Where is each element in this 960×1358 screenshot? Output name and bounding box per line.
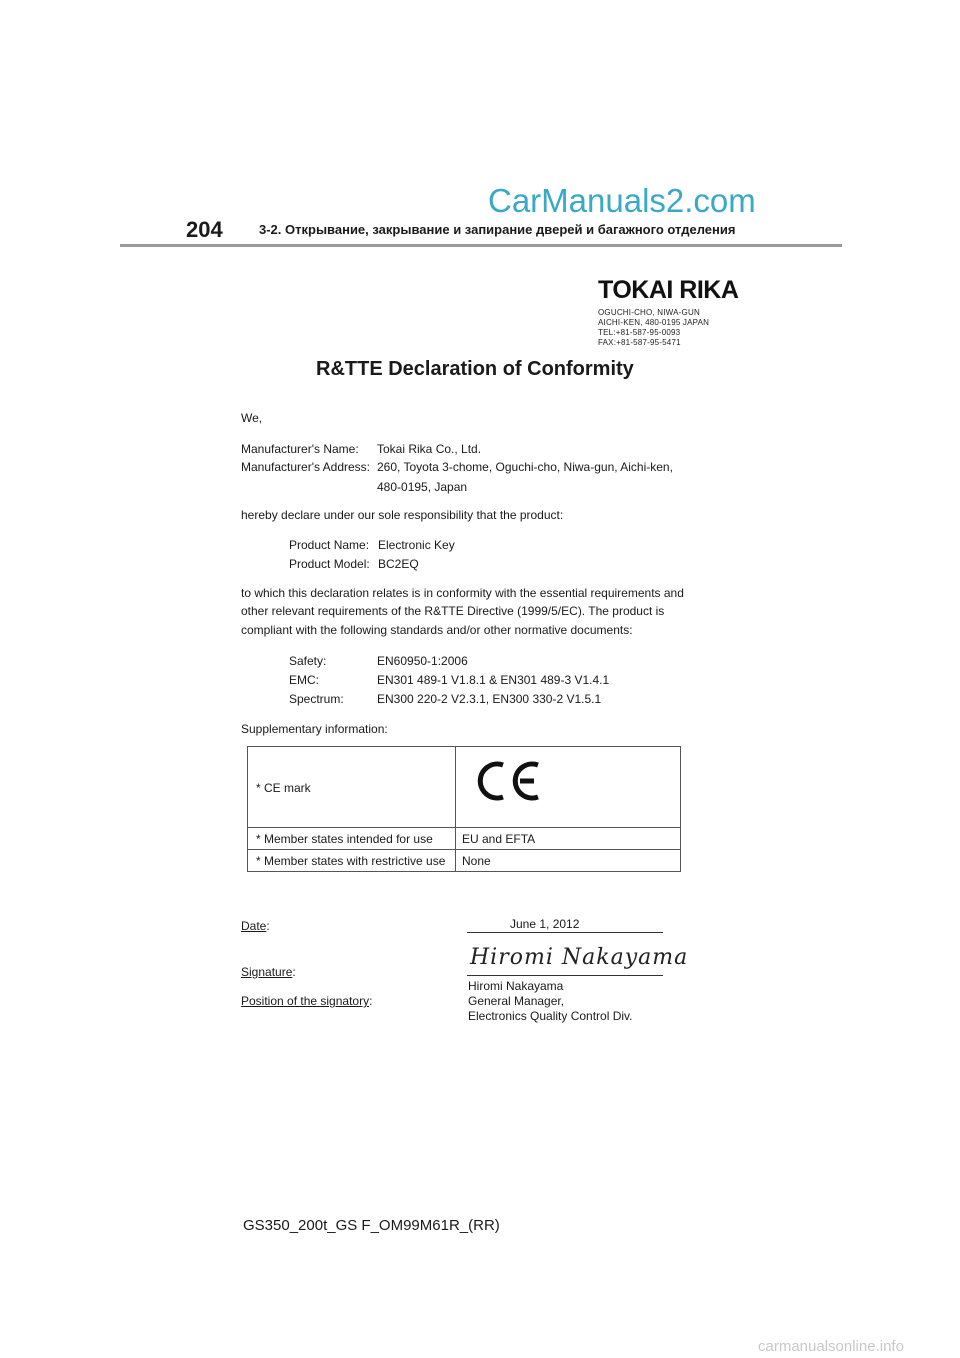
table-row-label: * Member states with restrictive use bbox=[256, 854, 446, 868]
standard-value-safety: EN60950-1:2006 bbox=[377, 654, 468, 668]
conformity-line-3: compliant with the following standards and/or other normative documents: bbox=[241, 623, 633, 637]
standard-value-emc: EN301 489-1 V1.8.1 & EN301 489-3 V1.4.1 bbox=[377, 673, 610, 687]
signatory-title: General Manager, bbox=[468, 994, 565, 1008]
address-line-1: OGUCHI-CHO, NIWA-GUN bbox=[598, 308, 700, 317]
supplementary-table bbox=[247, 746, 681, 872]
page-number: 204 bbox=[186, 217, 223, 242]
standard-label-emc: EMC: bbox=[289, 673, 319, 687]
position-label: Position of the signatory: bbox=[241, 994, 373, 1008]
manufacturer-address-label: Manufacturer's Address: bbox=[241, 460, 371, 474]
standard-value-spectrum: EN300 220-2 V2.3.1, EN300 330-2 V1.5.1 bbox=[377, 692, 602, 706]
date-label: Date: bbox=[241, 919, 270, 933]
signatory-name: Hiromi Nakayama bbox=[468, 979, 564, 993]
table-row-value: EU and EFTA bbox=[462, 832, 536, 846]
conformity-line-1: to which this declaration relates is in conformity with the essential requirements and bbox=[241, 586, 684, 600]
header-rule bbox=[120, 244, 842, 247]
product-name-label: Product Name: bbox=[289, 538, 370, 552]
section-title: 3-2. Открывание, закрывание и запирание дверей и багажного отделения bbox=[259, 222, 736, 237]
we-text: We, bbox=[241, 411, 263, 425]
declare-text: hereby declare under our sole responsibility that the product: bbox=[241, 508, 564, 522]
footer-manual-code: GS350_200t_GS F_OM99M61R_(RR) bbox=[243, 1217, 500, 1234]
signature-label: Signature: bbox=[241, 965, 296, 979]
table-row-label: * Member states intended for use bbox=[256, 832, 433, 846]
address-line-4: FAX:+81-587-95-5471 bbox=[598, 338, 681, 347]
tokai-rika-logo: TOKAI RIKA bbox=[598, 276, 739, 304]
table-row-label: * CE mark bbox=[256, 781, 311, 795]
manufacturer-name-label: Manufacturer's Name: bbox=[241, 442, 359, 456]
handwritten-signature: Hiromi Nakayama bbox=[470, 945, 689, 970]
address-line-2: AICHI-KEN, 480-0195 JAPAN bbox=[598, 318, 710, 327]
watermark-bottom: carmanualsonline.info bbox=[758, 1338, 904, 1355]
table-divider-row-2 bbox=[248, 849, 680, 850]
product-model-label: Product Model: bbox=[289, 557, 370, 571]
supplementary-label: Supplementary information: bbox=[241, 722, 388, 736]
date-value: June 1, 2012 bbox=[510, 917, 580, 931]
product-model: BC2EQ bbox=[378, 557, 419, 571]
manufacturer-address-line-2: 480-0195, Japan bbox=[377, 480, 468, 494]
standard-label-spectrum: Spectrum: bbox=[289, 692, 344, 706]
product-name: Electronic Key bbox=[378, 538, 455, 552]
signatory-division: Electronics Quality Control Div. bbox=[468, 1009, 633, 1023]
address-line-3: TEL:+81-587-95-0093 bbox=[598, 328, 681, 337]
table-row-value: None bbox=[462, 854, 491, 868]
conformity-line-2: other relevant requirements of the R&TTE Directive (1999/5/EC). The product is bbox=[241, 604, 665, 618]
table-divider-vertical bbox=[455, 747, 456, 871]
date-underline bbox=[467, 932, 663, 933]
document-title: R&TTE Declaration of Conformity bbox=[316, 358, 634, 380]
manufacturer-address-line-1: 260, Toyota 3-chome, Oguchi-cho, Niwa-gun, Aichi-ken, bbox=[377, 460, 673, 474]
watermark-top: CarManuals2.com bbox=[488, 182, 756, 219]
signature-underline bbox=[467, 975, 663, 976]
manufacturer-name: Tokai Rika Co., Ltd. bbox=[377, 442, 482, 456]
ce-mark-icon bbox=[474, 759, 544, 806]
table-divider-row-1 bbox=[248, 827, 680, 828]
standard-label-safety: Safety: bbox=[289, 654, 327, 668]
